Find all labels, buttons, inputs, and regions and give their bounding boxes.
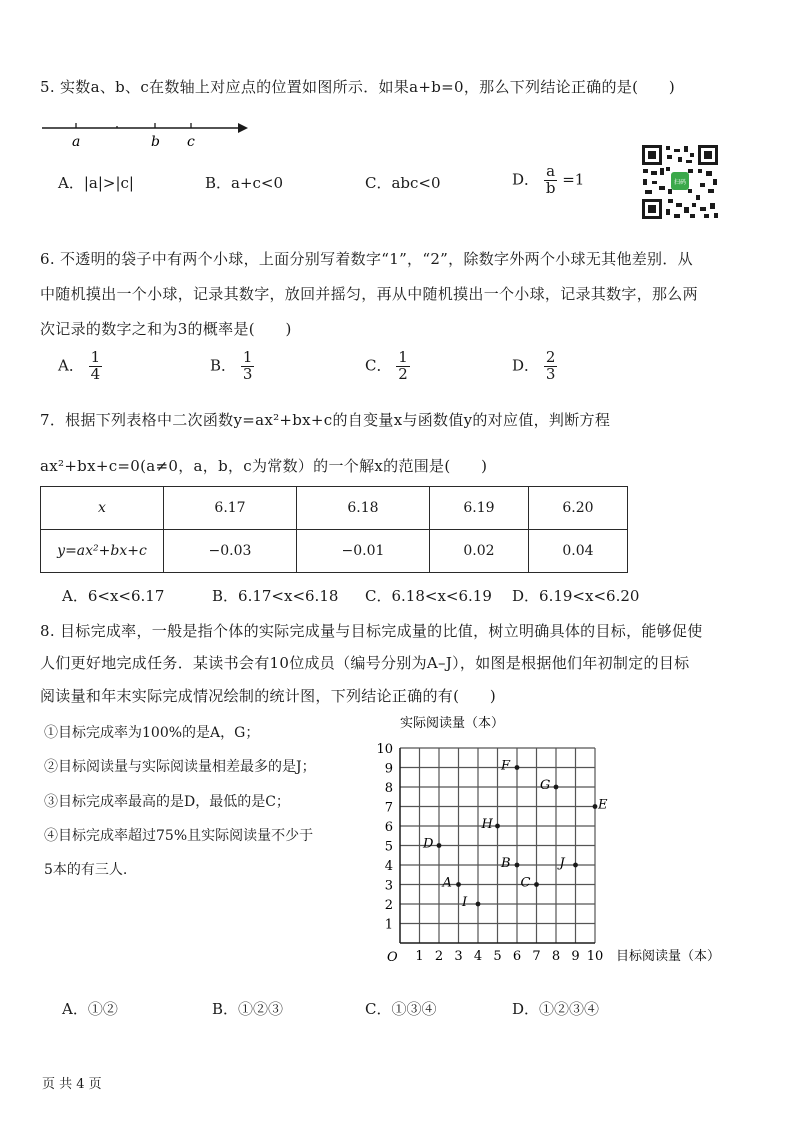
y-tick-label: 2 — [384, 898, 393, 913]
q6-line-2: 中随机摸出一个小球，记录其数字，放回并摇匀，再从中随机摸出一个小球，记录其数字，那么两 — [40, 285, 698, 303]
x-tick-label: 3 — [454, 949, 463, 964]
q5-option-d-label: D． — [512, 170, 540, 189]
x-tick-label: 10 — [586, 949, 604, 964]
point-label-i: I — [462, 895, 468, 910]
axis-label-c: c — [187, 134, 195, 150]
qr-code-icon — [640, 143, 720, 221]
q7-value-table — [40, 486, 628, 573]
q8-line-1: 8. 目标完成率，一般是指个体的实际完成量与目标完成量的比值，树立明确具体的目标，能够促使 — [40, 622, 703, 640]
q7-line-1: 7．根据下列表格中二次函数y=ax²+bx+c的自变量x与函数值y的对应值，判断方程 — [40, 411, 611, 429]
table-cell: 0.02 — [429, 530, 528, 573]
y-tick-label: 3 — [384, 878, 393, 894]
data-point-f — [515, 765, 520, 770]
q8-line-2: 人们更好地完成任务．某读书会有10位成员（编号分别为A–J），如图是根据他们年初制定的目标 — [40, 654, 690, 672]
reading-scatter-chart — [370, 713, 730, 968]
x-tick-label: 5 — [493, 949, 502, 964]
q7-option-c: C．6.18<x<6.19 — [365, 587, 492, 605]
data-point-h — [495, 824, 500, 829]
x-tick-label: 4 — [473, 949, 483, 964]
q6-line-1: 6. 不透明的袋子中有两个小球，上面分别写着数字“1”，“2”，除数字外两个小球无其他差别．从 — [40, 250, 693, 268]
data-point-d — [437, 843, 442, 848]
y-tick-label: 4 — [384, 859, 393, 874]
q8-option-d: D．①②③④ — [512, 1000, 600, 1018]
x-tick-label: 9 — [571, 949, 580, 964]
x-tick-label: 2 — [434, 949, 444, 964]
table-row — [41, 487, 628, 530]
q7-option-a: A．6<x<6.17 — [62, 587, 165, 605]
axis-label-b: b — [151, 134, 160, 150]
table-cell: −0.03 — [164, 530, 297, 573]
x-tick-label: 8 — [551, 949, 561, 964]
q6-option-c: C． $\frac{1}{2}$ — [365, 348, 408, 383]
table-cell: y=ax²+bx+c — [41, 530, 164, 573]
chart-ticks — [376, 742, 603, 964]
y-tick-label: 8 — [384, 781, 393, 796]
table-cell: 0.04 — [528, 530, 627, 573]
y-tick-label: 1 — [384, 917, 393, 933]
q7-option-d: D．6.19<x<6.20 — [512, 587, 640, 605]
number-line-arrow-icon — [238, 123, 248, 133]
point-label-a: A — [442, 875, 452, 891]
data-point-j — [573, 863, 578, 868]
point-label-g: G — [540, 778, 551, 793]
q5-number-line — [40, 116, 255, 152]
y-tick-label: 6 — [384, 820, 393, 835]
q5-option-d — [512, 164, 584, 197]
q5-option-a: A．|a|>|c| — [58, 174, 134, 192]
table-row — [41, 530, 628, 573]
q5-option-d-fraction: $\frac{a}{b}$ — [545, 162, 556, 197]
table-cell: 6.17 — [164, 487, 297, 530]
point-label-b: B — [501, 856, 511, 871]
data-point-e — [593, 804, 598, 809]
x-tick-label: 7 — [532, 949, 541, 964]
y-tick-label: 5 — [384, 839, 393, 855]
qr-logo-text: 扫码 — [673, 179, 687, 186]
q6-option-d: D． $\frac{2}{3}$ — [512, 348, 556, 383]
table-cell: −0.01 — [296, 530, 429, 573]
q8-statement-1: ①目标完成率为100%的是A，G； — [44, 725, 260, 741]
q8-line-3: 阅读量和年末实际完成情况绘制的统计图，下列结论正确的有( ) — [40, 687, 497, 705]
table-cell: 6.19 — [429, 487, 528, 530]
axis-label-a: a — [72, 134, 81, 150]
point-label-f: F — [501, 758, 511, 774]
data-point-c — [534, 882, 539, 887]
q6-option-b: B． $\frac{1}{3}$ — [210, 348, 253, 383]
point-label-h: H — [481, 817, 493, 832]
q7-option-b: B．6.17<x<6.18 — [212, 587, 339, 605]
q8-statement-2: ②目标阅读量与实际阅读量相差最多的是J； — [44, 759, 316, 775]
x-tick-label: 6 — [512, 949, 522, 964]
table-cell: 6.20 — [528, 487, 627, 530]
q8-option-b: B．①②③ — [212, 1000, 284, 1018]
table-cell: x — [41, 487, 164, 530]
data-point-a — [456, 882, 461, 887]
x-tick-label: 1 — [415, 949, 424, 964]
table-cell: 6.18 — [296, 487, 429, 530]
data-point-b — [515, 863, 520, 868]
point-label-d: D — [423, 836, 434, 852]
q8-statement-4: ④目标完成率超过75%且实际阅读量不少于 — [44, 828, 314, 844]
q6-line-3: 次记录的数字之和为3的概率是( ) — [40, 320, 292, 338]
chart-points — [422, 759, 608, 911]
q5-option-c: C．abc<0 — [365, 174, 441, 192]
q5-option-d-suffix: =1 — [562, 170, 585, 189]
chart-origin-label: O — [387, 950, 398, 965]
point-label-c: C — [520, 875, 531, 891]
point-label-j: J — [559, 856, 565, 871]
y-tick-label: 9 — [384, 761, 393, 777]
q8-option-a: A．①② — [62, 1000, 118, 1018]
chart-y-label: 实际阅读量（本） — [400, 716, 505, 731]
point-label-e: E — [598, 797, 608, 813]
q7-line-2: ax²+bx+c=0(a≠0，a，b，c为常数）的一个解x的范围是( ) — [40, 457, 488, 475]
y-tick-label: 7 — [384, 800, 393, 816]
data-point-g — [554, 785, 559, 790]
q8-option-c: C．①③④ — [365, 1000, 437, 1018]
q8-statement-3: ③目标完成率最高的是D，最低的是C； — [44, 794, 290, 810]
data-point-i — [476, 902, 481, 907]
q5-option-b: B．a+c<0 — [205, 174, 284, 192]
page-footer: 页 共 4 页 — [42, 1077, 102, 1092]
q5-stem: 5. 实数a、b、c在数轴上对应点的位置如图所示．如果a+b=0，那么下列结论正确的是( ) — [40, 78, 676, 96]
q8-statement-5: 5本的有三人. — [44, 862, 128, 878]
q6-option-a: A． $\frac{1}{4}$ — [58, 348, 101, 383]
chart-x-label: 目标阅读量（本） — [616, 949, 721, 964]
y-tick-label: 10 — [376, 742, 393, 757]
